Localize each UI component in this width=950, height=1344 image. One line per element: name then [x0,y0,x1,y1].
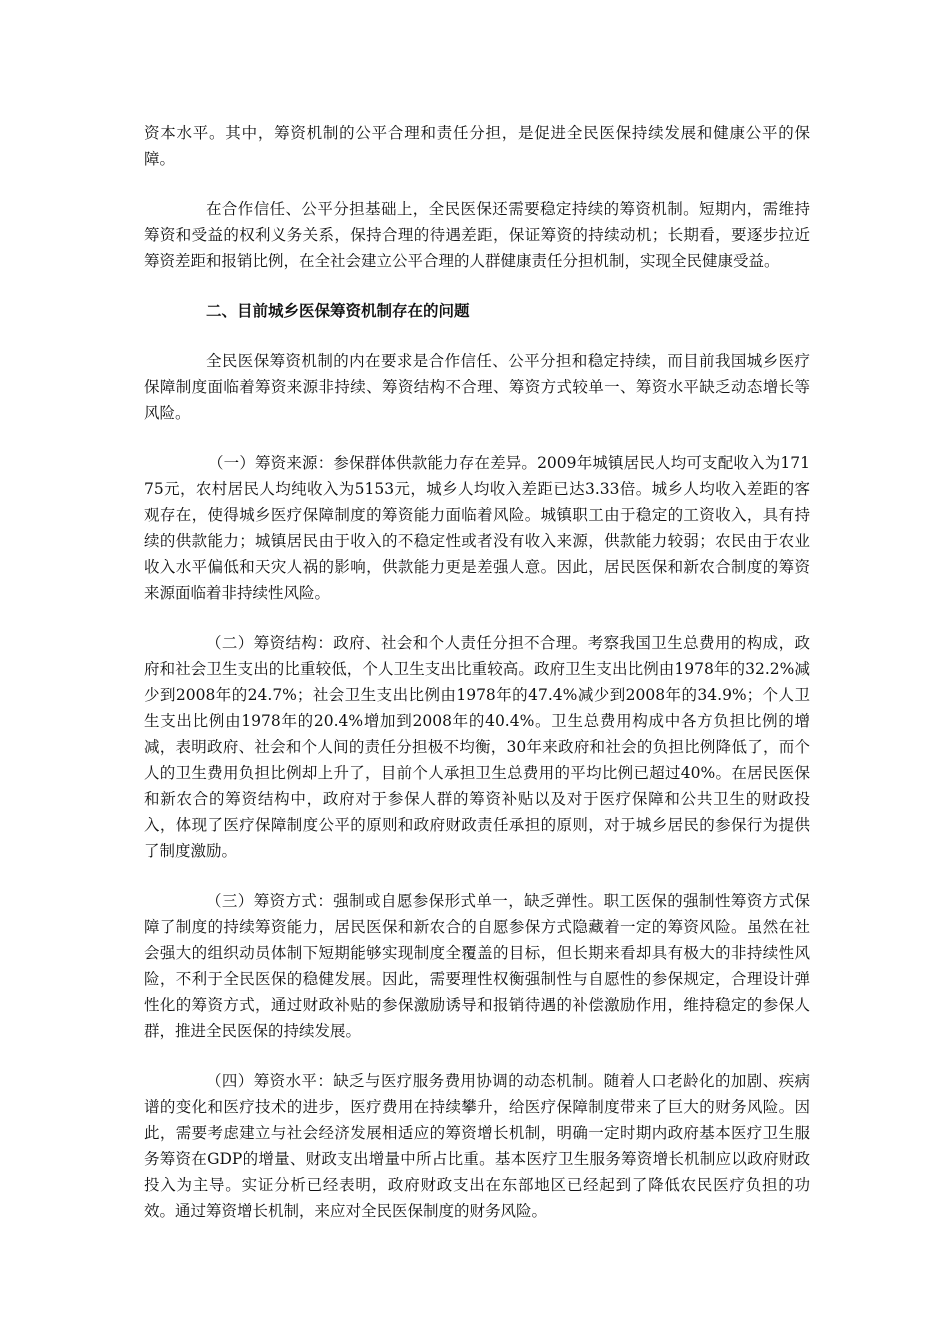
paragraph-funding-mechanism: 在合作信任、公平分担基础上，全民医保还需要稳定持续的筹资机制。短期内，需维持筹资和受益的权利义务关系，保持合理的待遇差距，保证筹资的持续动机；长期看，要逐步拉近筹资差距和报销比例，在全社会建立公平合理的人群健康责任分担机制，实现全民健康受益。 [144,200,810,270]
paragraph-funding-source: （一）筹资来源：参保群体供款能力存在差异。2009年城镇居民人均可支配收入为17175元，农村居民人均纯收入为5153元，城乡人均收入差距已达3.33倍。城乡人均收入差距的客观存在，使得城乡医疗保障制度的筹资能力面临着风险。城镇职工由于稳定的工资收入，具有持续的供款能力；城镇居民由于收入的不稳定性或者没有收入来源，供款能力较弱；农民由于农业收入水平偏低和天灾人祸的影响，供款能力更是差强人意。因此，居民医保和新农合制度的筹资来源面临着非持续性风险。 [144,454,810,602]
paragraph-funding-level: （四）筹资水平：缺乏与医疗服务费用协调的动态机制。随着人口老龄化的加剧、疾病谱的变化和医疗技术的进步，医疗费用在持续攀升，给医疗保障制度带来了巨大的财务风险。因此，需要考虑建立与社会经济发展相适应的筹资增长机制，明确一定时期内政府基本医疗卫生服务筹资在GDP的增量、财政支出增量中所占比重。基本医疗卫生服务筹资增长机制应以政府财政投入为主导。实证分析已经表明，政府财政支出在东部地区已经起到了降低农民医疗负担的功效。通过筹资增长机制，来应对全民医保制度的财务风险。 [144,1072,810,1220]
section-heading: 二、目前城乡医保筹资机制存在的问题 [206,301,470,320]
paragraph-continuation: 资本水平。其中，筹资机制的公平合理和责任分担，是促进全民医保持续发展和健康公平的保障。 [144,124,810,168]
paragraph-funding-method: （三）筹资方式：强制或自愿参保形式单一，缺乏弹性。职工医保的强制性筹资方式保障了制度的持续筹资能力，居民医保和新农合的自愿参保方式隐藏着一定的筹资风险。虽然在社会强大的组织动员体制下短期能够实现制度全覆盖的目标，但长期来看却具有极大的非持续性风险，不利于全民医保的稳健发展。因此，需要理性权衡强制性与自愿性的参保规定，合理设计弹性化的筹资方式，通过财政补贴的参保激励诱导和报销待遇的补偿激励作用，维持稳定的参保人群，推进全民医保的持续发展。 [144,892,810,1040]
paragraph-funding-structure: （二）筹资结构：政府、社会和个人责任分担不合理。考察我国卫生总费用的构成，政府和社会卫生支出的比重较低，个人卫生支出比重较高。政府卫生支出比例由1978年的32.2%减少到2008年的24.7%；社会卫生支出比例由1978年的47.4%减少到2008年的34.9%；个人卫生支出比例由1978年的20.4%增加到2008年的40.4%。卫生总费用构成中各方负担比例的增减，表明政府、社会和个人间的责任分担极不均衡，30年来政府和社会的负担比例降低了，而个人的卫生费用负担比例却上升了，目前个人承担卫生总费用的平均比例已超过40%。在居民医保和新农合的筹资结构中，政府对于参保人群的筹资补贴以及对于医疗保障和公共卫生的财政投入，体现了医疗保障制度公平的原则和政府财政责任承担的原则，对于城乡居民的参保行为提供了制度激励。 [144,634,810,860]
paragraph-intro-problems: 全民医保筹资机制的内在要求是合作信任、公平分担和稳定持续，而目前我国城乡医疗保障制度面临着筹资来源非持续、筹资结构不合理、筹资方式较单一、筹资水平缺乏动态增长等风险。 [144,352,810,422]
document-page [144,120,810,1248]
